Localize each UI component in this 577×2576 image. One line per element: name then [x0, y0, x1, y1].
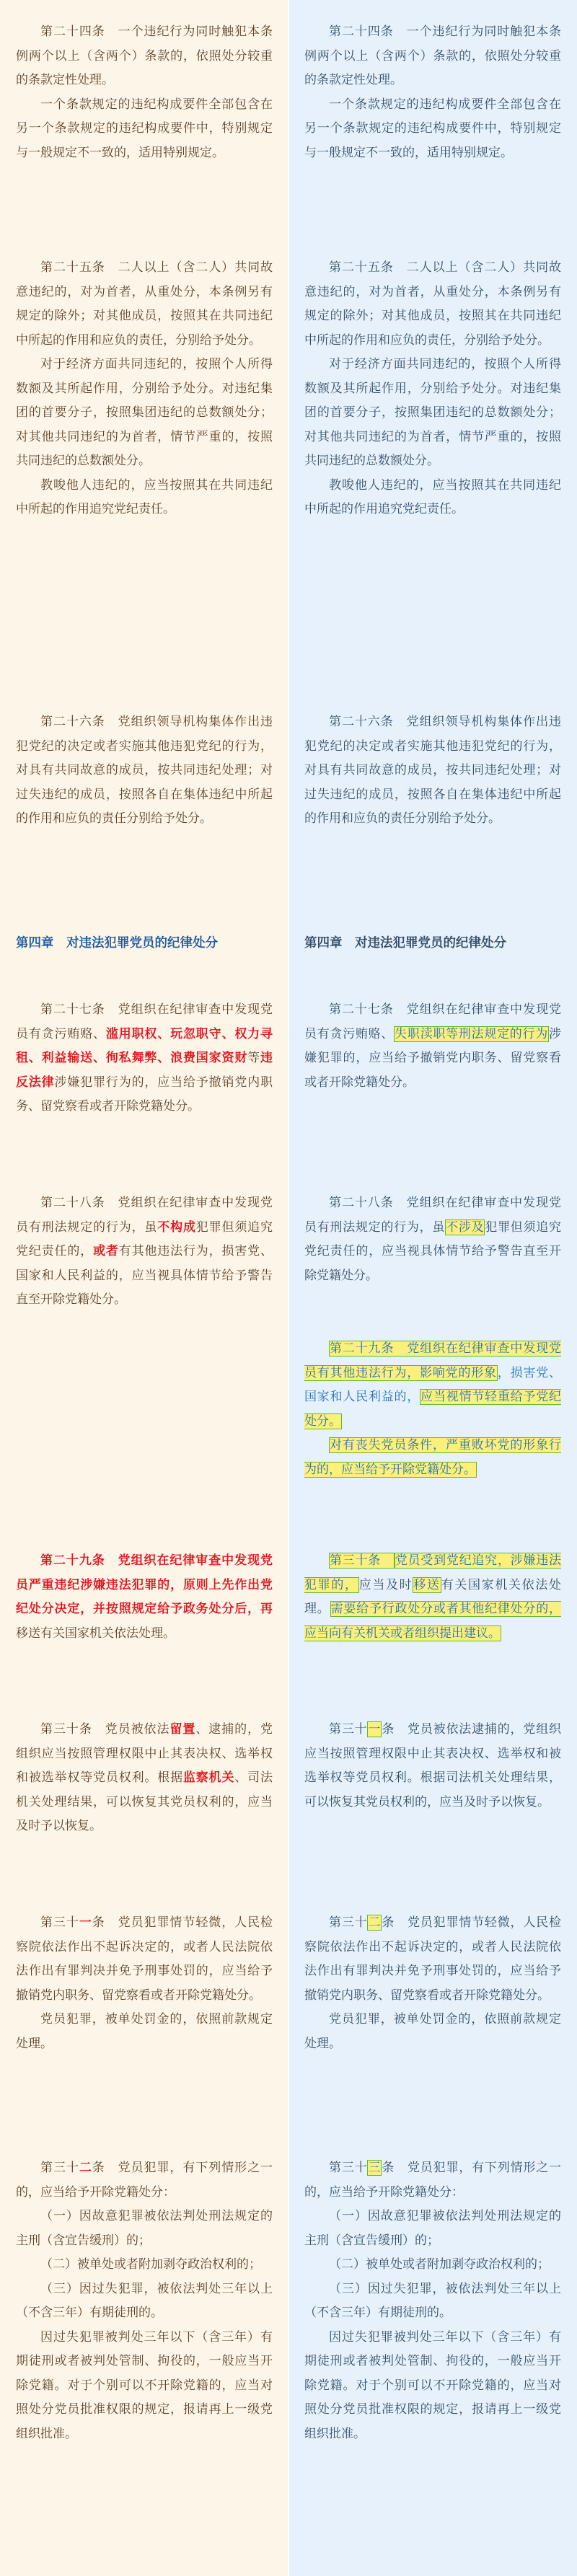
article-31-new	[304, 1718, 561, 1814]
article-27-new	[304, 998, 561, 1095]
paragraph: 第二十六条 党组织领导机构集体作出违犯党纪的决定或者实施其他违犯党纪的行为，对具有共同故意的成员，按共同违纪处理；对过失违纪的成员，按照各自在集体违纪中所起的作用和应负的责任分别给予处分。	[304, 715, 562, 826]
paragraph: 党员犯罪，被单处罚金的，依照前款规定处理。	[304, 2012, 561, 2051]
paragraph: 党员犯罪，被单处罚金的，依照前款规定处理。	[16, 2012, 273, 2051]
chapter-title: 第四章 对违法犯罪党员的纪律处分	[304, 936, 506, 950]
paragraph: 第二十八条 党组织在纪律审查中发现党员有刑法规定的行为，虽不构成犯罪但须追究党纪责任的，或者有其他违法行为，损害党、国家和人民利益的，应当视具体情节给予警告直至开除党籍处分。	[16, 1196, 273, 1307]
paragraph: 第二十九条 党组织在纪律审查中发现党员严重违纪涉嫌违法犯罪的，原则上先作出党纪处分决定，并按照规定给予政务处分后，再移送有关国家机关依法处理。	[16, 1553, 273, 1641]
paragraph: 第二十四条 一个违纪行为同时触犯本条例两个以上（含两个）条款的，依照处分较重的条款定性处理。	[304, 25, 562, 87]
paragraph: 第三十一条 党员犯罪情节轻微，人民检察院依法作出不起诉决定的，或者人民法院依法作出有罪判决并免予刑事处罚的，应当给予撤销党内职务、留党察看或者开除党籍处分。	[16, 1915, 273, 2003]
chapter-heading-new	[304, 932, 561, 956]
paragraph: 一个条款规定的违纪构成要件全部包含在另一个条款规定的违纪构成要件中，特别规定与一般规定不一致的，适用特别规定。	[16, 97, 273, 160]
article-31-old	[16, 1911, 273, 2056]
article-24-new	[304, 20, 561, 165]
paragraph: 第三十三条 党员犯罪，有下列情形之一的，应当给予开除党籍处分：	[304, 2161, 562, 2200]
original-column	[0, 0, 288, 2576]
paragraph: 第三十二条 党员犯罪，有下列情形之一的，应当给予开除党籍处分：	[16, 2161, 273, 2200]
paragraph: （一）因故意犯罪被依法判处刑法规定的主刑（含宣告缓刑）的；	[304, 2209, 561, 2248]
article-25-old	[16, 256, 273, 522]
article-28-new	[304, 1191, 561, 1288]
article-32-new	[304, 1911, 561, 2056]
article-32-old	[16, 2156, 273, 2446]
article-27-old	[16, 998, 273, 1119]
article-24-old	[16, 20, 273, 165]
paragraph: 第二十七条 党组织在纪律审查中发现党员有贪污贿赂、滥用职权、玩忽职守、权力寻租、利益输送、徇私舞弊、浪费国家资财等违反法律涉嫌犯罪行为的，应当给予撤销党内职务、留党察看或者开除党籍处分。	[16, 1002, 273, 1113]
article-30-old	[16, 1718, 273, 1839]
article-28-old	[16, 1191, 273, 1313]
paragraph: （一）因故意犯罪被依法判处刑法规定的主刑（含宣告缓刑）的；	[16, 2209, 273, 2248]
article-30-new	[304, 1549, 561, 1646]
paragraph: 因过失犯罪被判处三年以下（含三年）有期徒刑或者被判处管制、拘役的，一般应当开除党籍。对于个别可以不开除党籍的，应当对照处分党员批准权限的规定，报请再上一级党组织批准。	[16, 2329, 273, 2441]
paragraph: 第三十一条 党员被依法逮捕的，党组织应当按照管理权限中止其表决权、选举权和被选举权等党员权利。根据司法机关处理结果，可以恢复其党员权利的，应当及时予以恢复。	[304, 1722, 562, 1809]
paragraph: 第二十五条 二人以上（含二人）共同故意违纪的，对为首者，从重处分，本条例另有规定的除外；对其他成员，按照其在共同违纪中所起的作用和应负的责任，分别给予处分。	[304, 260, 562, 348]
paragraph: 对有丧失党员条件，严重败坏党的形象行为的，应当给予开除党籍处分。	[304, 1438, 561, 1477]
paragraph: 第二十五条 二人以上（含二人）共同故意违纪的，对为首者，从重处分，本条例另有规定的除外；对其他成员，按照其在共同违纪中所起的作用和应负的责任，分别给予处分。	[16, 260, 273, 348]
column-divider	[288, 0, 289, 2576]
paragraph: 第二十八条 党组织在纪律审查中发现党员有刑法规定的行为，虽不涉及犯罪但须追究党纪责任的，应当视具体情节给予警告直至开除党籍处分。	[304, 1196, 562, 1283]
paragraph: 第三十条 党员被依法留置、逮捕的，党组织应当按照管理权限中止其表决权、选举权和被选举权等党员权利。根据监察机关、司法机关处理结果，可以恢复其党员权利的，应当及时予以恢复。	[16, 1722, 273, 1833]
paragraph: 第二十九条 党组织在纪律审查中发现党员有其他违法行为，影响党的形象，损害党、国家和人民利益的，应当视情节轻重给予党纪处分。	[304, 1341, 562, 1429]
article-26-new	[304, 710, 561, 832]
paragraph: 因过失犯罪被判处三年以下（含三年）有期徒刑或者被判处管制、拘役的，一般应当开除党籍。对于个别可以不开除党籍的，应当对照处分党员批准权限的规定，报请再上一级党组织批准。	[304, 2329, 561, 2441]
paragraph: 对于经济方面共同违纪的，按照个人所得数额及其所起作用，分别给予处分。对违纪集团的首要分子，按照集团违纪的总数额处分；对其他共同违纪的为首者，情节严重的，按照共同违纪的总数额处分。	[16, 357, 273, 468]
revised-column	[288, 0, 577, 2576]
article-33-new	[304, 2156, 561, 2446]
paragraph: 第二十六条 党组织领导机构集体作出违犯党纪的决定或者实施其他违犯党纪的行为，对具有共同故意的成员，按共同违纪处理；对过失违纪的成员，按照各自在集体违纪中所起的作用和应负的责任分别给予处分。	[16, 715, 273, 826]
chapter-title: 第四章 对违法犯罪党员的纪律处分	[16, 936, 218, 950]
paragraph: 教唆他人违纪的，应当按照其在共同违纪中所起的作用追究党纪责任。	[16, 477, 273, 516]
paragraph: 对于经济方面共同违纪的，按照个人所得数额及其所起作用，分别给予处分。对违纪集团的首要分子，按照集团违纪的总数额处分；对其他共同违纪的为首者，情节严重的，按照共同违纪的总数额处分。	[304, 357, 561, 468]
paragraph: （二）被单处或者附加剥夺政治权利的；	[40, 2257, 261, 2272]
article-25-new	[304, 256, 561, 522]
paragraph: 第三十条 党员受到党纪追究，涉嫌违法犯罪的，应当及时移送有关国家机关依法处理。需要给予行政处分或者其他纪律处分的，应当向有关机关或者组织提出建议。	[304, 1553, 562, 1641]
article-29-old	[16, 1549, 273, 1646]
chapter-heading-old	[16, 932, 273, 956]
paragraph: 第二十四条 一个违纪行为同时触犯本条例两个以上（含两个）条款的，依照处分较重的条款定性处理。	[16, 25, 273, 87]
paragraph: （三）因过失犯罪，被依法判处三年以上（不含三年）有期徒刑的。	[16, 2281, 273, 2320]
paragraph: （三）因过失犯罪，被依法判处三年以上（不含三年）有期徒刑的。	[304, 2281, 561, 2320]
paragraph: 第三十二条 党员犯罪情节轻微，人民检察院依法作出不起诉决定的，或者人民法院依法作出有罪判决并免予刑事处罚的，应当给予撤销党内职务、留党察看或者开除党籍处分。	[304, 1915, 562, 2003]
article-26-old	[16, 710, 273, 832]
paragraph: （二）被单处或者附加剥夺政治权利的；	[329, 2257, 550, 2272]
article-29-new	[304, 1337, 561, 1482]
paragraph: 教唆他人违纪的，应当按照其在共同违纪中所起的作用追究党纪责任。	[304, 477, 561, 516]
paragraph: 一个条款规定的违纪构成要件全部包含在另一个条款规定的违纪构成要件中，特别规定与一般规定不一致的，适用特别规定。	[304, 97, 561, 160]
paragraph: 第二十七条 党组织在纪律审查中发现党员有贪污贿赂、失职渎职等刑法规定的行为涉嫌犯罪的，应当给予撤销党内职务、留党察看或者开除党籍处分。	[304, 1002, 562, 1090]
